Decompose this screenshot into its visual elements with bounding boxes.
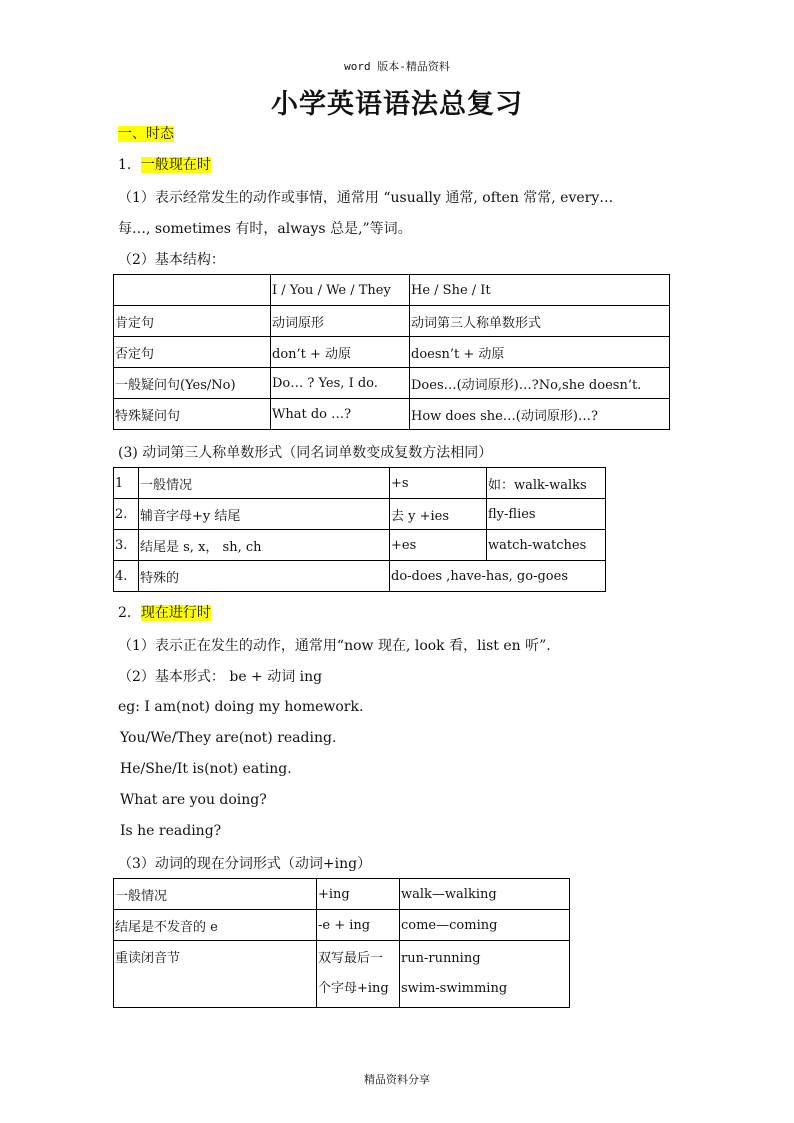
table-cell: 一般疑问句(Yes/No) (114, 368, 271, 399)
table-cell: 一般情况 (139, 468, 390, 499)
table-cell: 结尾是不发音的 e (114, 910, 317, 941)
example-line: Is he reading? (120, 823, 222, 839)
table-row (114, 561, 606, 592)
example-line: What are you doing? (120, 792, 267, 808)
example-line: He/She/It is(not) eating. (120, 761, 292, 777)
table-cell: 重读闭音节 (114, 941, 317, 1008)
paragraph: （1）表示经常发生的动作或事情，通常用 “usually 通常, often 常常, every… (118, 190, 614, 206)
table-cell: How does she…(动词原形)…? (410, 399, 670, 430)
example-line: eg: I am(not) doing my homework. (118, 699, 364, 715)
table-cell (400, 941, 570, 1008)
table-row (114, 910, 570, 941)
table-row (114, 275, 670, 306)
table-cell: 辅音字母+y 结尾 (139, 499, 390, 530)
table-cell (317, 941, 400, 1008)
table-cell: +s (390, 468, 487, 499)
table-cell: +es (390, 530, 487, 561)
subsection-heading-2 (118, 602, 211, 622)
table-row (114, 530, 606, 561)
table-cell: come—coming (400, 910, 570, 941)
table-row (114, 399, 670, 430)
table-cell: I / You / We / They (271, 275, 410, 306)
table-cell: 2. (114, 499, 139, 530)
page-footer: 精品资料分享 (364, 1073, 430, 1086)
paragraph: （2）基本形式： be + 动词 ing (118, 669, 323, 685)
table-row (114, 941, 570, 1008)
table-cell: He / She / It (410, 275, 670, 306)
section-heading (118, 123, 174, 143)
table-cell: 去 y +ies (390, 499, 487, 530)
subsection-title: 现在进行时 (140, 605, 211, 621)
table-cell-line: run-running (401, 951, 481, 966)
table-cell: 如：walk-walks (487, 468, 606, 499)
table-cell: 肯定句 (114, 306, 271, 337)
table-cell: 动词原形 (271, 306, 410, 337)
table-cell: walk—walking (400, 879, 570, 910)
paragraph: （3）动词的现在分词形式（动词+ing） (118, 856, 372, 872)
table-cell: do-does ,have-has, go-goes (390, 561, 606, 592)
example-line: You/We/They are(not) reading. (120, 730, 337, 746)
structure-table (113, 274, 670, 430)
paragraph: （2）基本结构： (118, 252, 225, 268)
participle-table (113, 878, 570, 1008)
subsection-heading-1 (118, 154, 211, 174)
subsection-number: 2． (118, 605, 141, 621)
table-cell: watch-watches (487, 530, 606, 561)
section-heading-text: 一、时态 (118, 126, 174, 142)
table-cell: +ing (317, 879, 400, 910)
table-cell: 结尾是 s, x， sh, ch (139, 530, 390, 561)
page-header: word 版本-精品资料 (344, 60, 450, 73)
table-cell-line: swim-swimming (401, 981, 508, 996)
table-cell: -e + ing (317, 910, 400, 941)
table-cell: Do… ? Yes, I do. (271, 368, 410, 399)
table-row (114, 306, 670, 337)
table-row (114, 879, 570, 910)
document-title: 小学英语语法总复习 (271, 89, 523, 120)
third-person-table (113, 467, 606, 592)
paragraph: (3) 动词第三人称单数形式（同名词单数变成复数方法相同） (118, 445, 493, 461)
paragraph: 每…, sometimes 有时，always 总是,”等词。 (118, 221, 412, 237)
table-cell: 一般情况 (114, 879, 317, 910)
table-cell: fly-flies (487, 499, 606, 530)
table-cell-line: 个字母+ing (318, 981, 389, 996)
table-cell: 3. (114, 530, 139, 561)
table-cell: 特殊疑问句 (114, 399, 271, 430)
table-cell: 4. (114, 561, 139, 592)
table-cell: 特殊的 (139, 561, 390, 592)
subsection-title: 一般现在时 (140, 157, 211, 173)
table-cell: Does…(动词原形)…?No,she doesn’t. (410, 368, 670, 399)
table-cell: 动词第三人称单数形式 (410, 306, 670, 337)
table-cell-line: 双写最后一 (318, 951, 384, 966)
table-cell: 1 (114, 468, 139, 499)
table-cell: doesn’t + 动原 (410, 337, 670, 368)
table-row (114, 468, 606, 499)
table-row (114, 337, 670, 368)
paragraph: （1）表示正在发生的动作，通常用“now 现在, look 看，list en 听”. (118, 638, 551, 654)
table-cell (114, 275, 271, 306)
table-cell: What do …? (271, 399, 410, 430)
table-cell: 否定句 (114, 337, 271, 368)
table-cell: don’t + 动原 (271, 337, 410, 368)
table-row (114, 368, 670, 399)
subsection-number: 1． (118, 157, 141, 173)
table-row (114, 499, 606, 530)
